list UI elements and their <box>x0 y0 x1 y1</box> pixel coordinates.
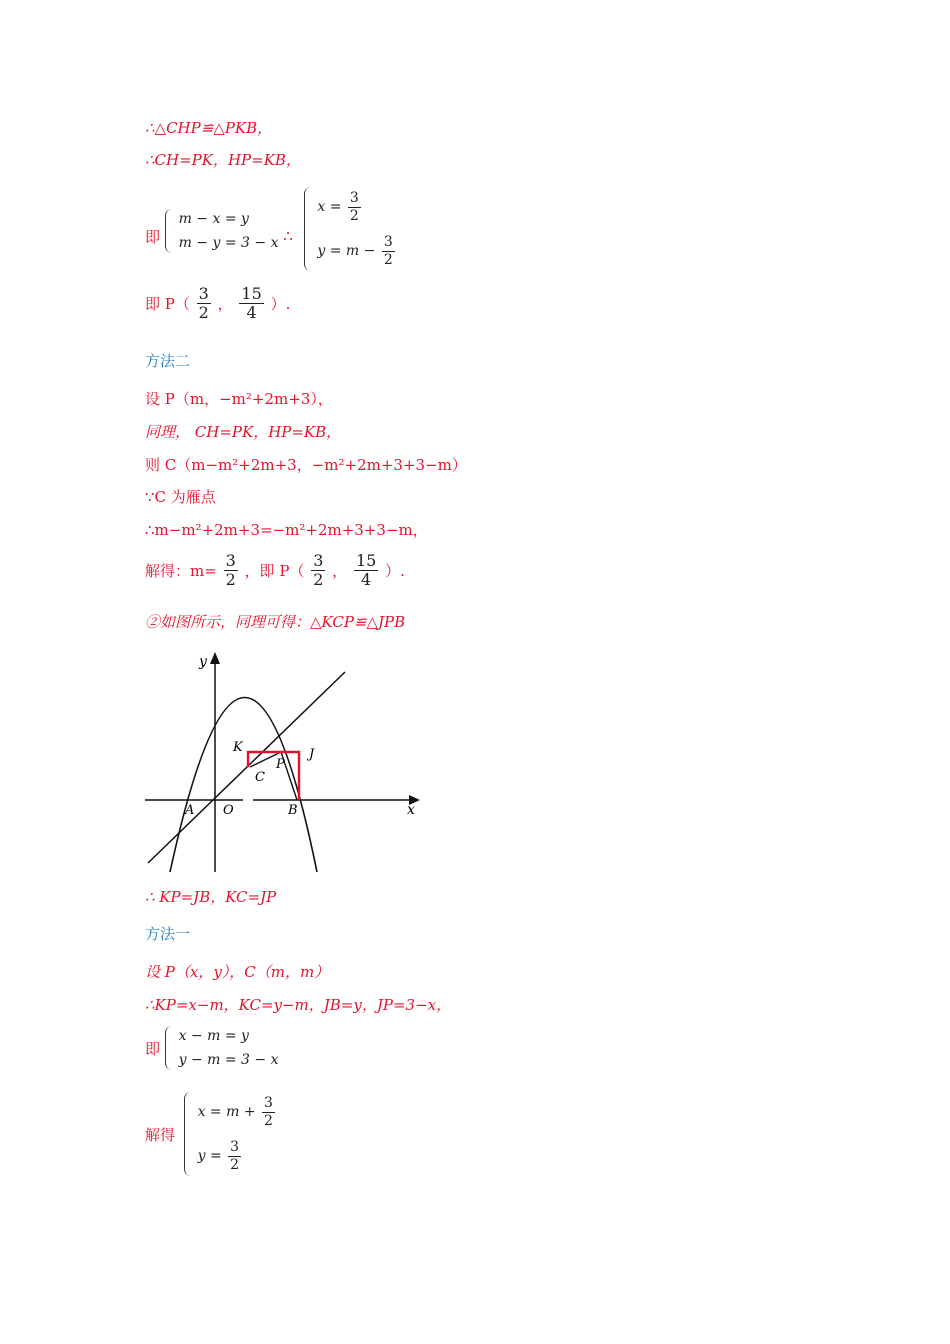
heading-method-one: 方法一 <box>145 925 191 943</box>
line-solution-2: 解得 x = m + $\frac{3}{2}$ y = $\frac{3}{2}$ <box>145 1090 277 1178</box>
line-let-p-c: 设 P（x，y），C（m，m） <box>145 963 330 981</box>
line-solve-m: 解得：m= $\frac{3}{2}$ ，即 P（ $\frac{3}{2}$ ， $\frac{15}{4}$ ）. <box>145 551 405 590</box>
label-k: K <box>233 740 243 755</box>
line-congruence-1: ∴△CHP≌△PKB， <box>145 119 273 137</box>
parabola-curve <box>170 698 317 873</box>
y-axis-arrow <box>210 652 220 664</box>
heading-method-two: 方法二 <box>145 352 191 370</box>
line-let-p: 设 P（m，−m²+2m+3）， <box>145 390 333 408</box>
line-y-equals-x <box>148 672 345 863</box>
label-x: x <box>407 802 415 818</box>
label-c: C <box>255 770 265 785</box>
line-system-1: 即 m − x = y m − y = 3 − x ∴ x = $\frac{3}{2}$ y = m − $\frac{3}{2}$ <box>145 185 397 273</box>
parabola-figure <box>143 648 423 878</box>
label-b: B <box>288 803 298 818</box>
line-system-2: 即 x − m = y y − m = 3 − x <box>145 1028 279 1068</box>
line-kp-jb: ∴ KP=JB，KC=JP <box>145 888 277 906</box>
line-equation-m: ∴m−m²+2m+3=−m²+2m+3+3−m， <box>145 521 428 539</box>
line-lengths: ∴KP=x−m，KC=y−m，JB=y，JP=3−x， <box>145 996 452 1014</box>
label-o: O <box>223 803 234 818</box>
line-c-point: ∵C 为雁点 <box>145 488 216 506</box>
label-p: P <box>276 757 285 772</box>
line-equalities-1: ∴CH=PK，HP=KB， <box>145 151 301 169</box>
label-y: y <box>199 654 207 670</box>
line-similarly: 同理， CH=PK，HP=KB， <box>145 423 342 441</box>
line-case-2: ②如图所示，同理可得：△KCP≌△JPB <box>145 613 406 631</box>
line-point-p-1: 即 P（ $\frac{3}{2}$ ， $\frac{15}{4}$ ）. <box>145 284 291 323</box>
line-then-c: 则 C（m−m²+2m+3，−m²+2m+3+3−m） <box>145 456 467 474</box>
label-j: J <box>309 747 315 762</box>
label-a: A <box>185 803 195 818</box>
